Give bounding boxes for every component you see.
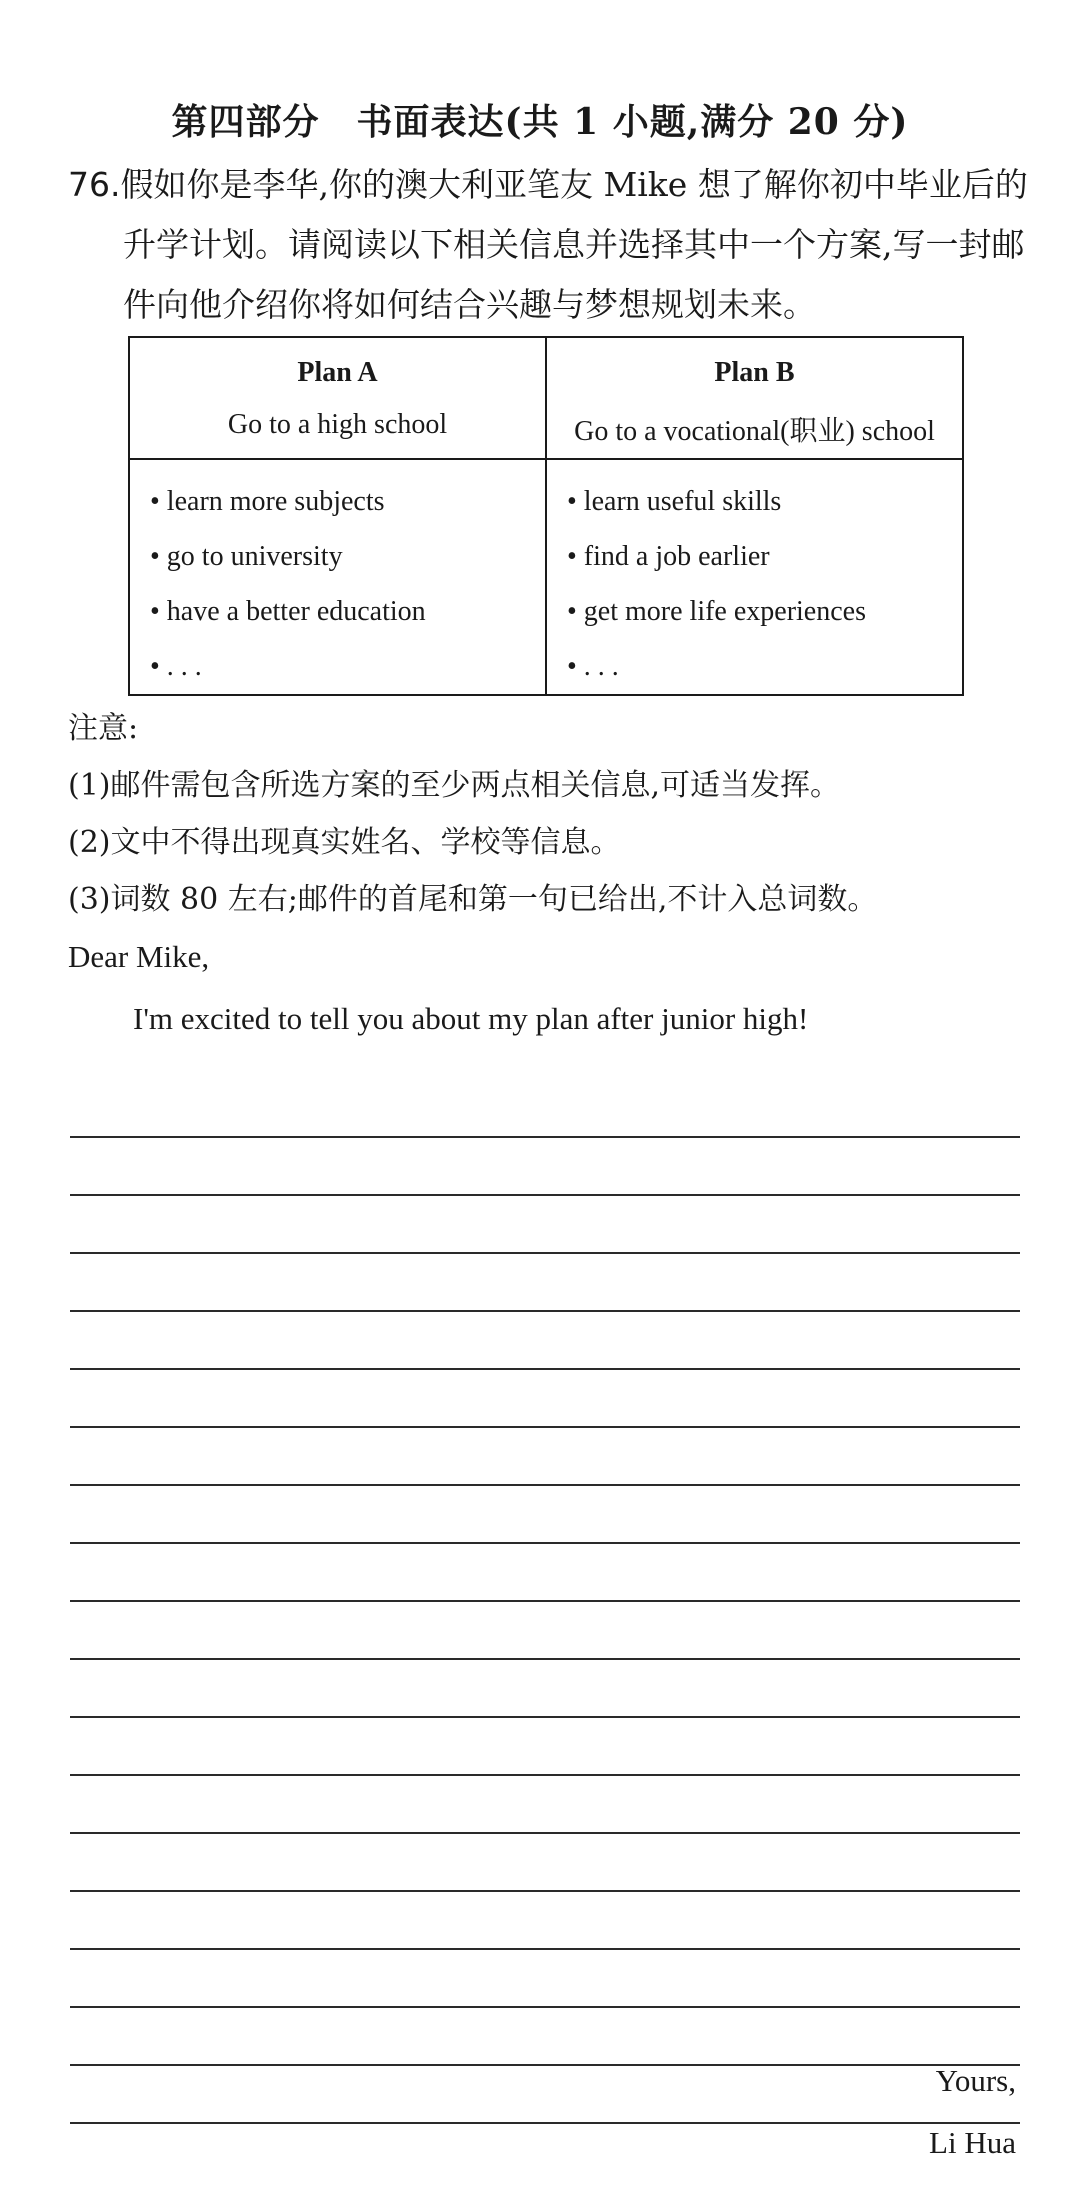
plan-b-desc: Go to a vocational(职业) school	[574, 416, 935, 447]
letter-signature: Li Hua	[929, 2125, 1016, 2160]
writing-line[interactable]	[70, 1950, 1020, 2008]
plan-a-item: • . . .	[150, 651, 202, 682]
writing-area[interactable]	[70, 1080, 1020, 2124]
question-text-1: 假如你是李华,你的澳大利亚笔友 Mike 想了解你初中毕业后的	[120, 165, 1028, 204]
writing-line[interactable]	[70, 1834, 1020, 1892]
notes-heading: 注意:	[68, 711, 139, 746]
plan-b-item: • . . .	[567, 651, 619, 682]
writing-line[interactable]	[70, 1138, 1020, 1196]
plan-a-item: • go to university	[150, 541, 343, 572]
writing-line[interactable]	[70, 1776, 1020, 1834]
question-line-1	[68, 155, 1028, 215]
writing-line[interactable]	[70, 2008, 1020, 2066]
writing-line[interactable]	[70, 1196, 1020, 1254]
question-number: 76.	[68, 165, 121, 204]
plans-table	[128, 336, 964, 696]
writing-line[interactable]	[70, 1892, 1020, 1950]
writing-line[interactable]	[70, 1544, 1020, 1602]
writing-line[interactable]	[70, 1486, 1020, 1544]
plan-b-header	[546, 337, 963, 459]
letter-closing: Yours,	[935, 2063, 1016, 2098]
letter-opening: I'm excited to tell you about my plan after junior high!	[133, 1001, 809, 1036]
note-item: (1)邮件需包含所选方案的至少两点相关信息,可适当发挥。	[68, 768, 841, 803]
plan-b-item: • find a job earlier	[567, 541, 770, 572]
writing-line[interactable]	[70, 1718, 1020, 1776]
writing-line[interactable]	[70, 1080, 1020, 1138]
plan-b-name: Plan B	[714, 357, 795, 388]
plan-b-items	[546, 459, 963, 695]
section-title: 第四部分 书面表达(共 1 小题,满分 20 分)	[171, 101, 909, 143]
plan-a-items	[129, 459, 546, 695]
question-prompt	[68, 155, 1028, 335]
letter-salutation: Dear Mike,	[68, 939, 210, 974]
writing-line[interactable]	[70, 2066, 1020, 2124]
plan-a-desc: Go to a high school	[227, 409, 448, 440]
plan-b-item: • get more life experiences	[567, 596, 866, 627]
writing-line[interactable]	[70, 1428, 1020, 1486]
plan-a-name: Plan A	[297, 357, 378, 388]
notes-section	[68, 700, 1028, 1049]
letter-closing-block	[929, 2050, 1016, 2174]
note-item: (2)文中不得出现真实姓名、学校等信息。	[68, 825, 621, 860]
writing-line[interactable]	[70, 1660, 1020, 1718]
plan-b-item: • learn useful skills	[567, 486, 782, 517]
writing-line[interactable]	[70, 1312, 1020, 1370]
writing-line[interactable]	[70, 1370, 1020, 1428]
question-line-3: 件向他介绍你将如何结合兴趣与梦想规划未来。	[123, 285, 816, 324]
note-item: (3)词数 80 左右;邮件的首尾和第一句已给出,不计入总词数。	[68, 882, 878, 917]
plan-a-item: • learn more subjects	[150, 486, 385, 517]
question-line-2: 升学计划。请阅读以下相关信息并选择其中一个方案,写一封邮	[123, 225, 1025, 264]
plan-a-header	[129, 337, 546, 459]
plan-a-item: • have a better education	[150, 596, 426, 627]
writing-line[interactable]	[70, 1602, 1020, 1660]
writing-line[interactable]	[70, 1254, 1020, 1312]
